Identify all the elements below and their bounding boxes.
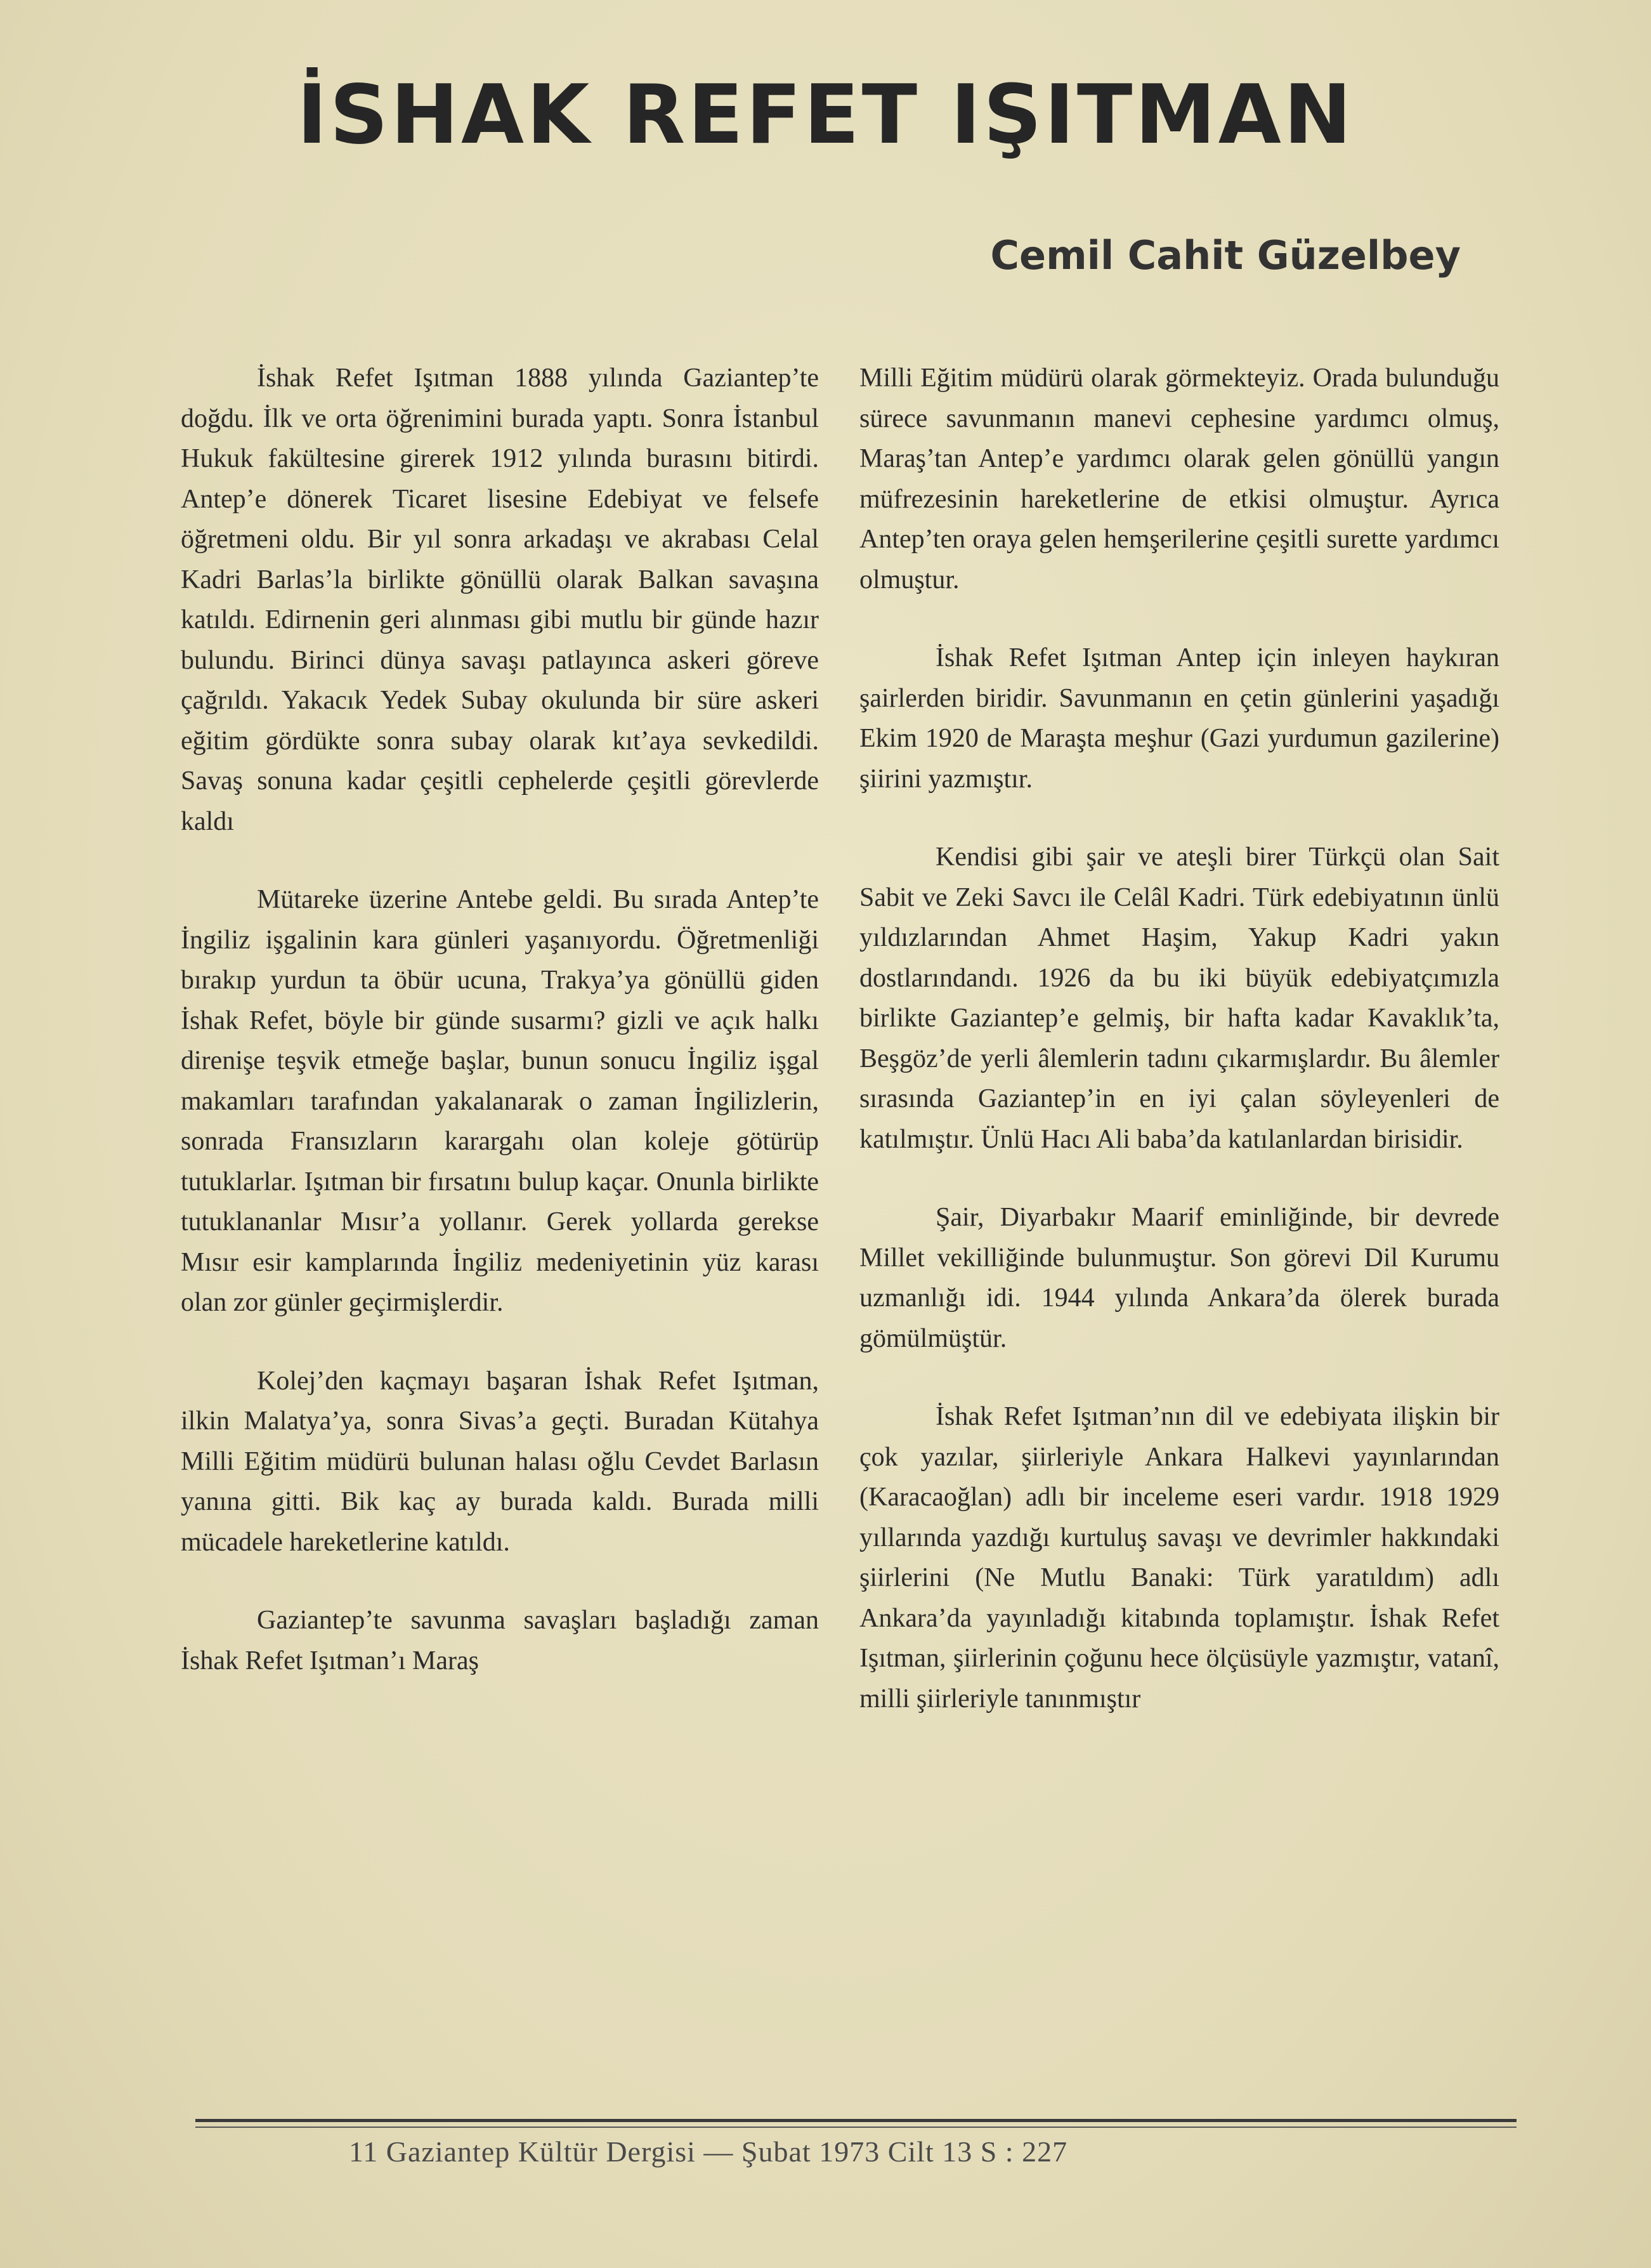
paragraph: Kolej’den kaçmayı başaran İshak Refet Işıtman, ilkin Malatya’ya, sonra Sivas’a geçti. Buradan Kütahya Milli Eğitim müdürü bulunan halası oğlu Cevdet Barlasın yanına gitti. Bik kaç ay burada kaldı. Burada milli mücadele hareketlerine katıldı. bbox=[181, 1366, 819, 1557]
paragraph: Gaziantep’te savunma savaşları başladığı zaman İshak Refet Işıtman’ı Maraş bbox=[181, 1606, 819, 1675]
paragraph: Şair, Diyarbakır Maarif eminliğinde, bir devrede Millet vekilliğinde bulunmuştur. Son görevi Dil Kurumu uzmanlığı idi. 1944 yılında Ankara’da ölerek burada gömülmüştür. bbox=[859, 1203, 1499, 1353]
page-footer: 11 Gaziantep Kültür Dergisi — Şubat 1973 Cilt 13 S : 227 bbox=[349, 2135, 1068, 2168]
right-column bbox=[859, 358, 1499, 1719]
paragraph: İshak Refet Işıtman Antep için inleyen haykıran şairlerden biridir. Savunmanın en çetin günlerini yaşadığı Ekim 1920 de Maraşta meşhur (Gazi yurdumun gazilerine) şiirini yazmıştır. bbox=[859, 643, 1499, 794]
article-author: Cemil Cahit Güzelbey bbox=[990, 232, 1461, 279]
article-title: İSHAK REFET IŞITMAN bbox=[297, 68, 1354, 162]
paragraph: Kendisi gibi şair ve ateşli birer Türkçü olan Sait Sabit ve Zeki Savcı ile Celâl Kadri. Türk edebiyatının ünlü yıldızlarından Ahmet Haşim, Yakup Kadri yakın dostlarındandı. 1926 da bu iki büyük edebiyatçımızla birlikte Gaziantep’e gelmiş, bir hafta kadar Kavaklık’ta, Beşgöz’de yerli âlemlerin tadını çıkarmışlardır. Bu âlemler sırasında Gaziantep’in en iyi çalan söyleyenleri de katılmıştır. Ünlü Hacı Ali baba’da katılanlardan birisidir. bbox=[859, 842, 1499, 1154]
footer-rule-thin bbox=[195, 2127, 1517, 2128]
paragraph-continued: Milli Eğitim müdürü olarak görmekteyiz. Orada bulunduğu sürece savunmanın manevi cephesine yardımcı olmuş, Maraş’tan Antep’e yardımcı olarak gelen gönüllü yangın müfrezesinin hareketlerine de etkisi olmuştur. Ayrıca Antep’ten oraya gelen hemşerilerine çeşitli surette yardımcı olmuştur. bbox=[859, 364, 1499, 594]
footer-rule bbox=[195, 2119, 1517, 2122]
paragraph: Mütareke üzerine Antebe geldi. Bu sırada Antep’te İngiliz işgalinin kara günleri yaşanıyordu. Öğretmenliği bırakıp yurdun ta öbür ucuna, Trakya’ya gönüllü giden İshak Refet, böyle bir günde susarmı? gizli ve açık halkı direnişe teşvik etmeğe başlar, bunun sonucu İngiliz işgal makamları tarafından yakalanarak o zaman İngilizlerin, sonrada Fransızların karargahı olan koleje götürüp tutuklarlar. Işıtman bir fırsatını bulup kaçar. Onunla birlikte tutuklananlar Mısır’a yollanır. Gerek yollarda gerekse Mısır esir kamplarında İngiliz medeniyetinin yüz karası olan zor günler geçirmişlerdir. bbox=[181, 885, 819, 1317]
left-column bbox=[181, 358, 819, 1681]
paragraph: İshak Refet Işıtman’nın dil ve edebiyata ilişkin bir çok yazılar, şiirleriyle Ankara Halkevi yayınlarından (Karacaoğlan) adlı bir inceleme eseri vardır. 1918 1929 yıllarında yazdığı kurtuluş savaşı ve devrimler hakkındaki şiirlerini (Ne Mutlu Banaki: Türk yaratıldım) adlı Ankara’da yayınladığı kitabında toplamıştır. İshak Refet Işıtman, şiirlerinin çoğunu hece ölçüsüyle yazmıştır, vatanî, milli şiirleriyle tanınmıştır bbox=[859, 1402, 1499, 1714]
paragraph: İshak Refet Işıtman 1888 yılında Gaziantep’te doğdu. İlk ve orta öğrenimini burada yaptı. Sonra İstanbul Hukuk fakültesine girerek 1912 yılında burasını bitirdi. Antep’e dönerek Ticaret lisesine Edebiyat ve felsefe öğretmeni oldu. Bir yıl sonra arkadaşı ve akrabası Celal Kadri Barlas’la birlikte gönüllü olarak Balkan savaşına katıldı. Edirnenin geri alınması gibi mutlu bir günde hazır bulundu. Birinci dünya savaşı patlayınca askeri göreve çağrıldı. Yakacık Yedek Subay okulunda bir süre askeri eğitim gördükte sonra subay olarak kıt’aya sevkedildi. Savaş sonuna kadar çeşitli cephelerde çeşitli görevlerde kaldı bbox=[181, 364, 819, 836]
